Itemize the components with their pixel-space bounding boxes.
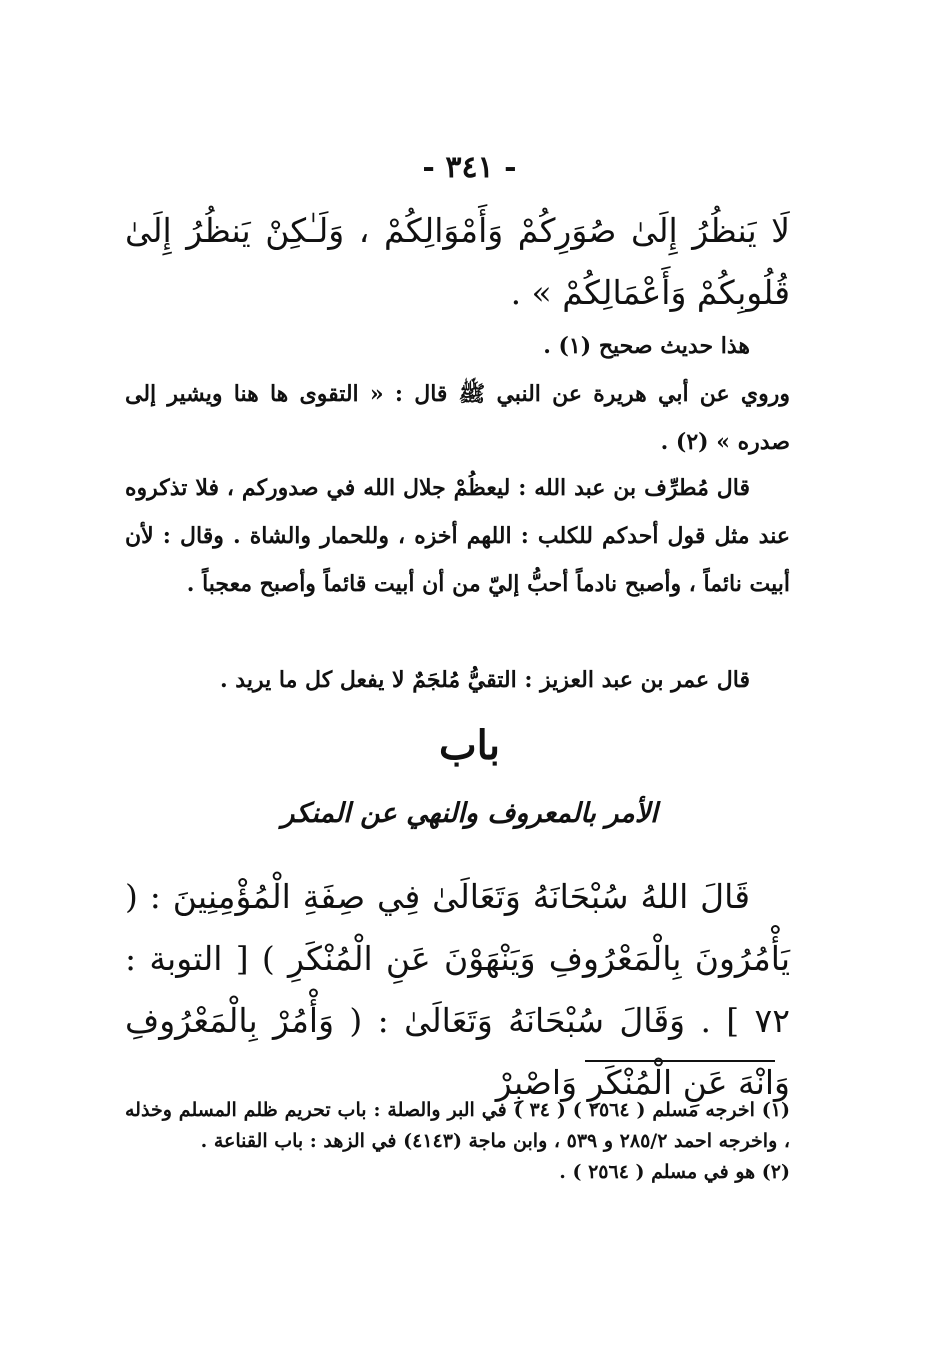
taqwa-hadith: وروي عن أبي هريرة عن النبي ﷺ قال : « التقوى ها هنا ويشير إلى صدره » (٢) . [125, 381, 791, 455]
hadith-continuation: لَا يَنظُرُ إِلَىٰ صُوَرِكُمْ وَأَمْوَالِكُمْ ، وَلَـٰكِنْ يَنظُرُ إِلَىٰ قُلُوبِكُمْ وَأَعْمَالِكُمْ » . [125, 211, 790, 312]
chapter-heading: باب [439, 722, 500, 769]
footnote-1: (١) اخرجه مسلم ( ٢٥٦٤ ) ( ٣٤ ) في البر والصلة : باب تحريم ظلم المسلم وخذله ، واخرجه احمد ٢٨٥/٢ و ٥٣٩ ، وابن ماجة (٤١٤٣) في الزهد : باب القناعة . [125, 1099, 790, 1152]
chapter-subtitle: الأمر بالمعروف والنهي عن المنكر [281, 798, 658, 829]
quran-passage: قَالَ اللهُ سُبْحَانَهُ وَتَعَالَىٰ فِي صِفَةِ الْمُؤْمِنِينَ : ( يَأْمُرُونَ بِالْمَعْرُوفِ وَيَنْهَوْنَ عَنِ الْمُنْكَرِ ) [ التوبة : ٧٢ ] . وَقَالَ سُبْحَانَهُ وَتَعَالَىٰ : ( وَأْمُرْ بِالْمَعْرُوفِ وَانْهَ عَنِ الْمُنْكَرِ وَاصْبِرْ [125, 877, 790, 1102]
footnote-2: (٢) هو في مسلم ( ٢٥٦٤ ) . [559, 1161, 790, 1183]
page-number: - ٣٤١ - [422, 150, 517, 185]
umar-saying: قال عمر بن عبد العزيز : التقيُّ مُلجَمٌ لا يفعل كل ما يريد . [219, 667, 750, 693]
footnotes [125, 1095, 790, 1188]
mutarrif-saying: قال مُطرِّف بن عبد الله : ليعظُمْ جلال الله في صدوركم ، فلا تذكروه عند مثل قول أحدكم للكلب : اللهم أخزه ، وللحمار والشاة . وقال : لأن أبيت نائماً ، وأصبح نادماً أحبُّ إليّ من أن أبيت قائماً وأصبح معجباً . [125, 475, 790, 597]
footnote-divider [585, 1060, 775, 1062]
hadith-grading: هذا حديث صحيح (١) . [543, 333, 750, 359]
